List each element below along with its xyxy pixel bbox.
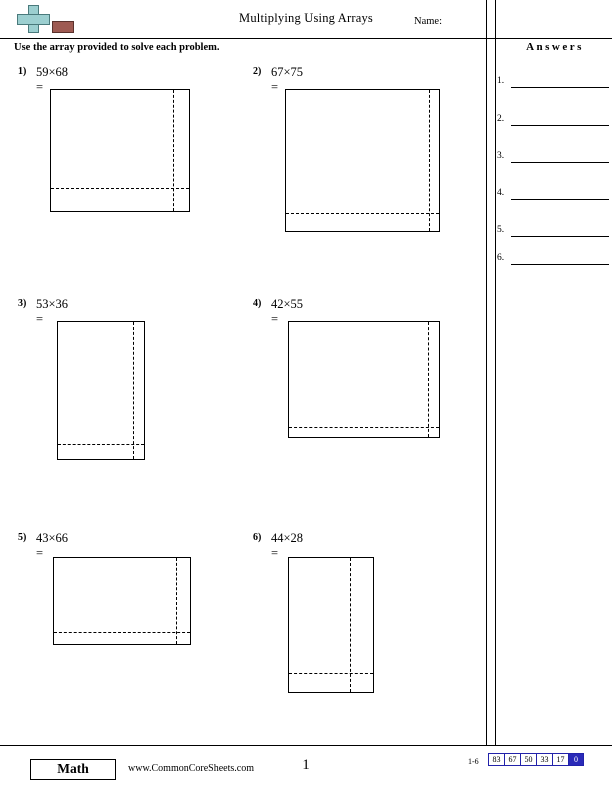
array-box-6	[288, 557, 374, 693]
page-header	[0, 0, 612, 38]
answers-divider-right	[495, 0, 496, 745]
answer-row-5[interactable]	[497, 223, 609, 239]
answers-heading: Answers	[526, 41, 584, 53]
problem-number: 4)	[253, 298, 262, 309]
score-cell-33: 33	[536, 753, 552, 766]
array-horizontal-divider	[289, 673, 373, 674]
answer-write-line[interactable]	[511, 162, 609, 163]
array-vertical-divider	[173, 90, 174, 211]
array-vertical-divider	[133, 322, 134, 459]
array-horizontal-divider	[51, 188, 189, 189]
answer-row-2[interactable]	[497, 112, 609, 128]
score-cell-83: 83	[488, 753, 504, 766]
problem-expression: 67×75 =	[271, 65, 304, 94]
header-divider	[0, 38, 612, 39]
problem-expression: 53×36 =	[36, 297, 69, 326]
problem-expression: 43×66 =	[36, 531, 69, 560]
answer-number: 3.	[497, 151, 505, 161]
problem-number: 2)	[253, 66, 262, 77]
problem-expression: 59×68 =	[36, 65, 69, 94]
array-box-5	[53, 557, 191, 645]
answer-write-line[interactable]	[511, 264, 609, 265]
answer-write-line[interactable]	[511, 199, 609, 200]
score-strip	[488, 753, 584, 766]
score-cell-17: 17	[552, 753, 568, 766]
answer-number: 4.	[497, 188, 505, 198]
footer-url: www.CommonCoreSheets.com	[128, 763, 255, 774]
problem-expression: 42×55 =	[271, 297, 304, 326]
answer-row-3[interactable]	[497, 149, 609, 165]
score-cell-67: 67	[504, 753, 520, 766]
array-box-2	[285, 89, 440, 232]
array-horizontal-divider	[286, 213, 439, 214]
problem-expression: 44×28 =	[271, 531, 304, 560]
answer-write-line[interactable]	[511, 236, 609, 237]
answer-number: 2.	[497, 114, 505, 124]
answer-row-4[interactable]	[497, 186, 609, 202]
answer-write-line[interactable]	[511, 87, 609, 88]
problem-number: 1)	[18, 66, 27, 77]
score-cell-50: 50	[520, 753, 536, 766]
array-vertical-divider	[428, 322, 429, 437]
footer-range: 1-6	[468, 757, 479, 766]
footer-page-number: 1	[302, 757, 310, 773]
instructions-text: Use the array provided to solve each problem.	[14, 42, 220, 53]
name-label: Name:	[414, 16, 442, 27]
problem-number: 5)	[18, 532, 27, 543]
answer-number: 6.	[497, 253, 505, 263]
array-horizontal-divider	[58, 444, 144, 445]
problem-number: 6)	[253, 532, 262, 543]
footer-subject-badge: Math	[30, 759, 116, 780]
answer-number: 5.	[497, 225, 505, 235]
problem-number: 3)	[18, 298, 27, 309]
array-vertical-divider	[429, 90, 430, 231]
answer-row-6[interactable]	[497, 251, 609, 267]
array-box-1	[50, 89, 190, 212]
footer-divider	[0, 745, 612, 746]
answers-divider-left	[486, 0, 487, 745]
answer-row-1[interactable]	[497, 74, 609, 90]
array-horizontal-divider	[54, 632, 190, 633]
answer-number: 1.	[497, 76, 505, 86]
answer-write-line[interactable]	[511, 125, 609, 126]
score-cell-0: 0	[568, 753, 584, 766]
array-box-3	[57, 321, 145, 460]
array-box-4	[288, 321, 440, 438]
page-title: Multiplying Using Arrays	[239, 11, 373, 25]
array-horizontal-divider	[289, 427, 439, 428]
